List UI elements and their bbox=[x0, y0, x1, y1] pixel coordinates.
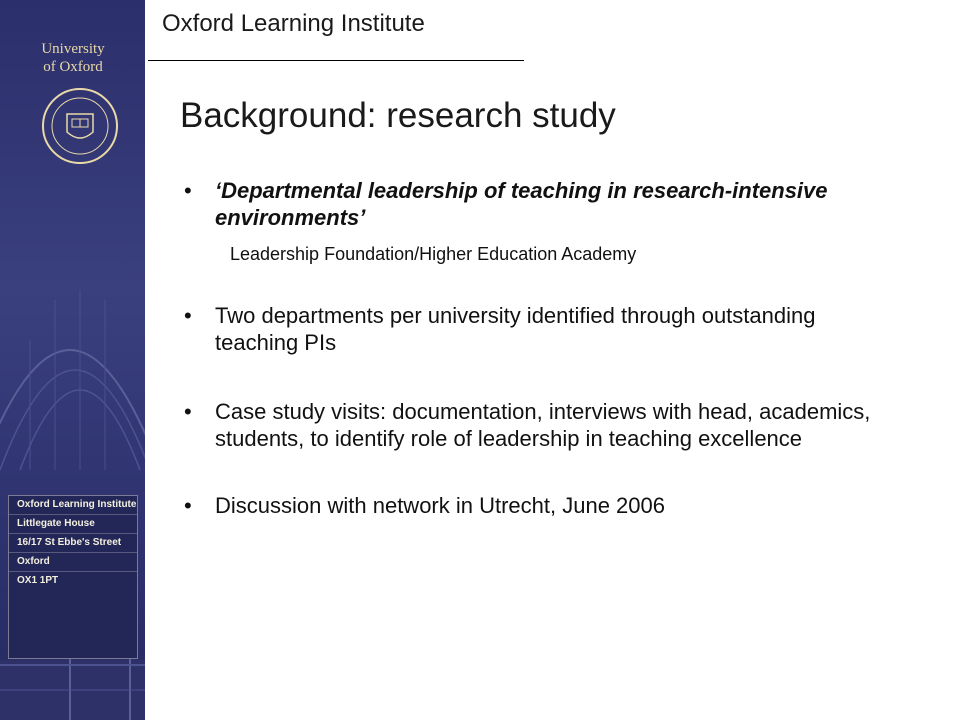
university-crest-icon bbox=[40, 86, 120, 166]
address-line: Oxford bbox=[9, 553, 137, 572]
address-box bbox=[8, 495, 138, 659]
address-line: 16/17 St Ebbe's Street bbox=[9, 534, 137, 553]
address-line: Littlegate House bbox=[9, 515, 137, 534]
slide-title: Background: research study bbox=[180, 96, 616, 135]
bullet-marker: • bbox=[184, 178, 192, 203]
bullet-text: Two departments per university identified through outstanding teaching PIs bbox=[215, 303, 816, 355]
bullet-item bbox=[184, 177, 884, 231]
bullet-marker: • bbox=[184, 493, 192, 518]
bullet-list bbox=[184, 177, 884, 519]
university-name-line2: of Oxford bbox=[43, 59, 103, 75]
sidebar-panel bbox=[0, 0, 145, 720]
bullet-text: Case study visits: documentation, interviews with head, academics, students, to identify role of leadership in teaching excellence bbox=[215, 399, 871, 451]
bullet-subtext: Leadership Foundation/Higher Education Academy bbox=[230, 244, 637, 264]
bullet-text: Discussion with network in Utrecht, June 2006 bbox=[215, 493, 665, 518]
bullet-item bbox=[184, 492, 884, 519]
address-line: Oxford Learning Institute bbox=[9, 496, 137, 515]
university-name-line1: University bbox=[41, 41, 105, 57]
header-divider bbox=[148, 60, 524, 61]
bullet-marker: • bbox=[184, 399, 192, 424]
bullet-text: ‘Departmental leadership of teaching in research-intensive environments’ bbox=[215, 178, 828, 230]
header-institute-title: Oxford Learning Institute bbox=[162, 10, 425, 37]
bullet-marker: • bbox=[184, 303, 192, 328]
bullet-item bbox=[184, 302, 884, 356]
address-line: OX1 1PT bbox=[17, 575, 59, 586]
university-name bbox=[18, 40, 128, 76]
bullet-item bbox=[184, 398, 884, 452]
